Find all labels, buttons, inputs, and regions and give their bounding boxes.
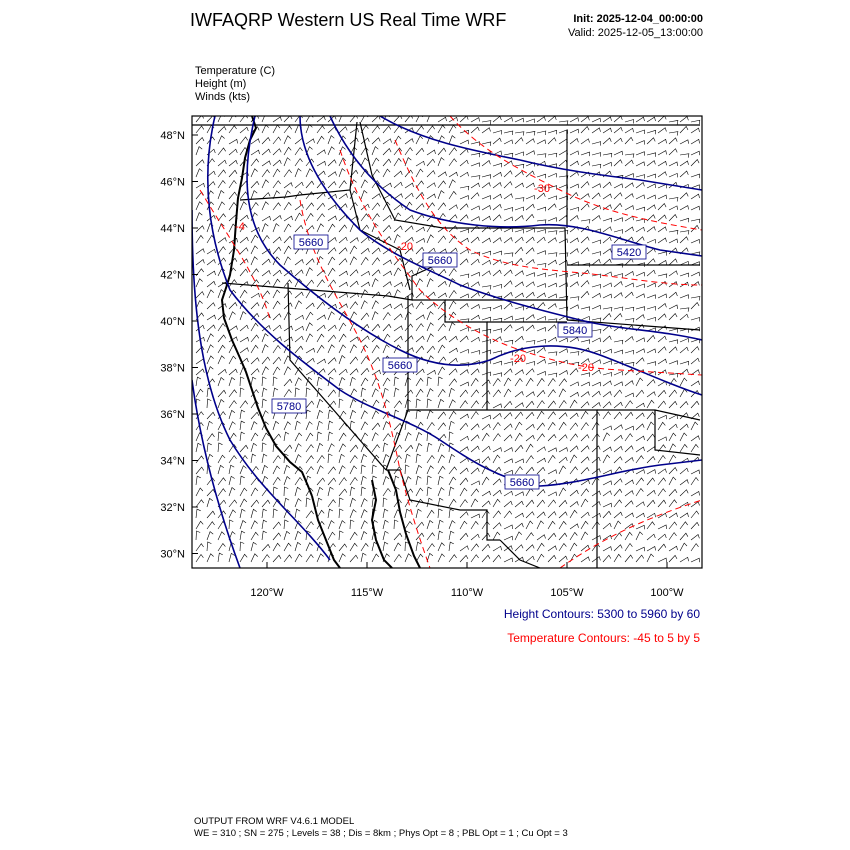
map-plot-area	[192, 114, 702, 590]
lat-tick-label: 32°N	[160, 502, 185, 514]
field-label-height: Height (m)	[195, 78, 247, 90]
temperature-contour-legend: Temperature Contours: -45 to 5 by 5	[507, 631, 700, 645]
height-label: 5420	[616, 247, 642, 259]
temperature-label: -20	[578, 362, 594, 374]
model-info-line2: WE = 310 ; SN = 275 ; Levels = 38 ; Dis = 8km ; Phys Opt = 8 ; PBL Opt = 1 ; Cu Opt = 3	[194, 828, 568, 839]
lon-tick-label: 115°W	[350, 587, 384, 599]
lat-tick-label: 44°N	[160, 223, 185, 235]
height-label: 5840	[562, 325, 588, 337]
temperature-label: -4	[235, 221, 245, 233]
height-label: 5660	[427, 255, 453, 267]
height-label: 5780	[276, 401, 302, 413]
lat-tick-label: 34°N	[160, 455, 185, 468]
height-label: 5660	[387, 360, 413, 372]
init-time: Init: 2025-12-04_00:00:00	[573, 13, 703, 25]
temperature-label: -30	[534, 183, 550, 195]
height-label: 5660	[509, 477, 535, 489]
model-info-line1: OUTPUT FROM WRF V4.6.1 MODEL	[194, 816, 355, 827]
valid-time: Valid: 2025-12-05_13:00:00	[568, 27, 703, 39]
lat-tick-label: 38°N	[160, 362, 185, 375]
temperature-label: -20	[397, 241, 413, 253]
field-label-winds: Winds (kts)	[195, 91, 250, 103]
map-background	[192, 116, 702, 568]
lon-tick-label: 100°W	[650, 587, 684, 599]
lon-tick-label: 120°W	[250, 587, 284, 599]
height-contour-legend: Height Contours: 5300 to 5960 by 60	[503, 607, 700, 621]
chart-title: IWFAQRP Western US Real Time WRF	[190, 10, 507, 30]
height-label: 5660	[298, 237, 324, 249]
lon-tick-label: 110°W	[450, 587, 484, 599]
lat-tick-label: 36°N	[160, 409, 185, 421]
lat-tick-label: 46°N	[160, 176, 185, 189]
lat-tick-label: 30°N	[160, 548, 185, 561]
lat-tick-label: 48°N	[160, 130, 185, 142]
lon-tick-label: 105°W	[550, 587, 584, 599]
field-label-temperature: Temperature (C)	[195, 65, 276, 77]
lat-tick-label: 42°N	[160, 269, 185, 282]
lat-tick-label: 40°N	[160, 316, 185, 328]
temperature-label: -20	[510, 353, 526, 365]
